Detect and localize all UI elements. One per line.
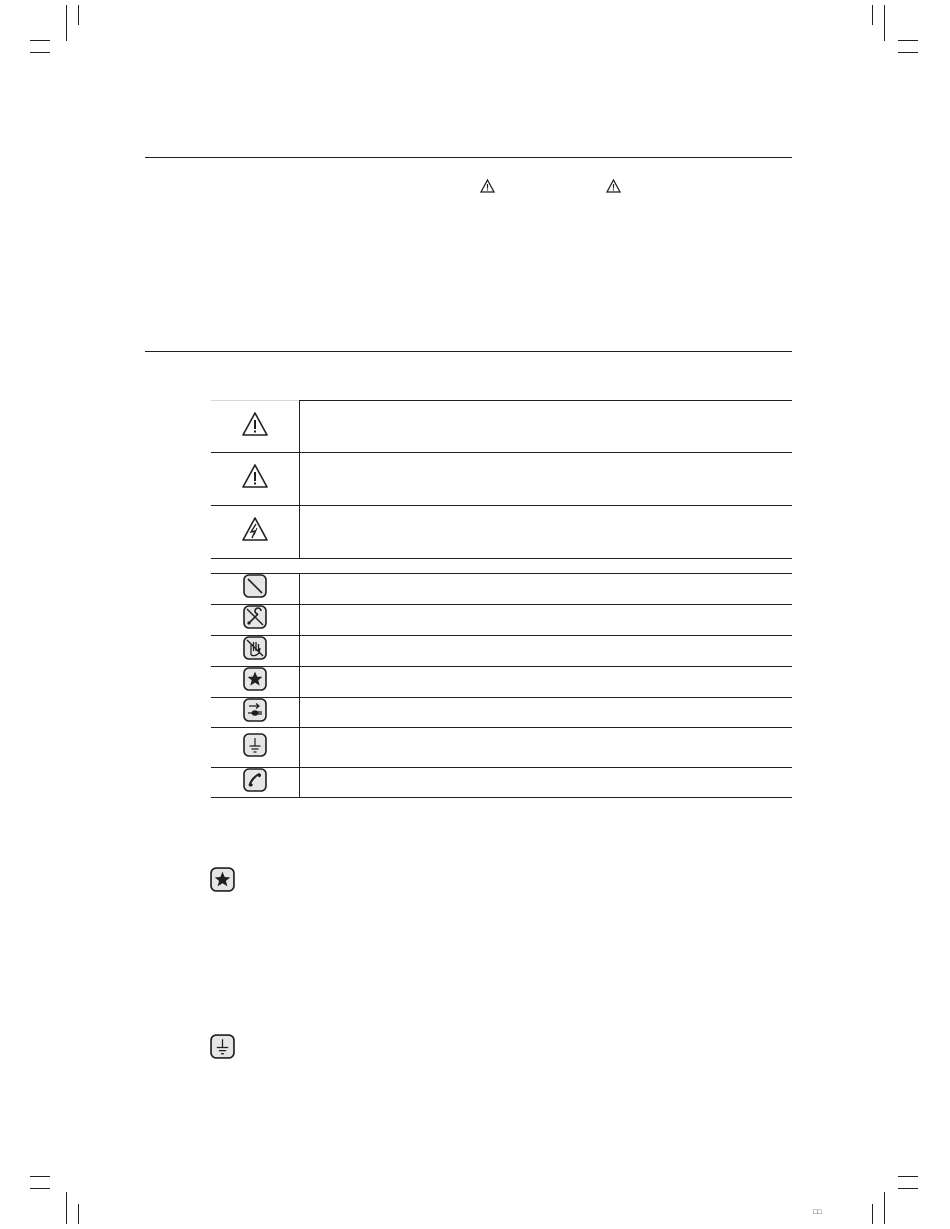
section-rule-top xyxy=(145,157,792,158)
table-rule xyxy=(211,558,792,559)
do-not-touch-icon xyxy=(243,636,267,665)
warning-triangle-icon xyxy=(480,179,495,193)
do-not-disassemble-icon xyxy=(243,605,267,634)
table-rule xyxy=(211,797,792,798)
unplug-icon xyxy=(243,698,267,727)
table-row xyxy=(211,505,299,558)
crop-mark xyxy=(898,40,918,41)
electric-shock-icon xyxy=(241,516,269,547)
page-number: □□ xyxy=(813,1209,822,1216)
crop-mark xyxy=(78,5,79,25)
crop-mark xyxy=(78,1204,79,1224)
crop-mark xyxy=(30,40,50,41)
table-row xyxy=(211,635,299,666)
warning-icon xyxy=(241,411,269,442)
crop-mark xyxy=(872,1204,873,1224)
caution-icon xyxy=(241,463,269,494)
crop-mark xyxy=(898,1176,918,1177)
table-divider xyxy=(299,573,300,797)
table-row xyxy=(211,666,299,697)
crop-mark xyxy=(872,5,873,25)
warning-triangle-icon xyxy=(606,179,621,193)
table-rule xyxy=(300,400,792,401)
do-not-icon xyxy=(243,574,267,603)
crop-mark xyxy=(66,5,67,41)
table-divider xyxy=(299,400,300,558)
table-row xyxy=(211,697,299,727)
crop-mark xyxy=(66,1192,67,1224)
crop-mark xyxy=(30,52,50,53)
table-row xyxy=(211,573,299,604)
contact-service-icon xyxy=(243,768,267,797)
crop-mark xyxy=(30,1176,50,1177)
follow-directions-icon xyxy=(243,667,267,696)
follow-directions-icon xyxy=(210,867,235,892)
ground-icon xyxy=(210,1034,235,1059)
ground-icon xyxy=(243,733,267,762)
crop-mark xyxy=(884,1192,885,1224)
table-row xyxy=(211,727,299,767)
section-rule-middle xyxy=(145,351,792,352)
crop-mark xyxy=(884,5,885,41)
crop-mark xyxy=(898,52,918,53)
table-row xyxy=(211,767,299,797)
table-row xyxy=(211,452,299,505)
crop-mark xyxy=(898,1188,918,1189)
crop-mark xyxy=(30,1188,50,1189)
table-row xyxy=(211,604,299,635)
table-row xyxy=(211,400,299,452)
